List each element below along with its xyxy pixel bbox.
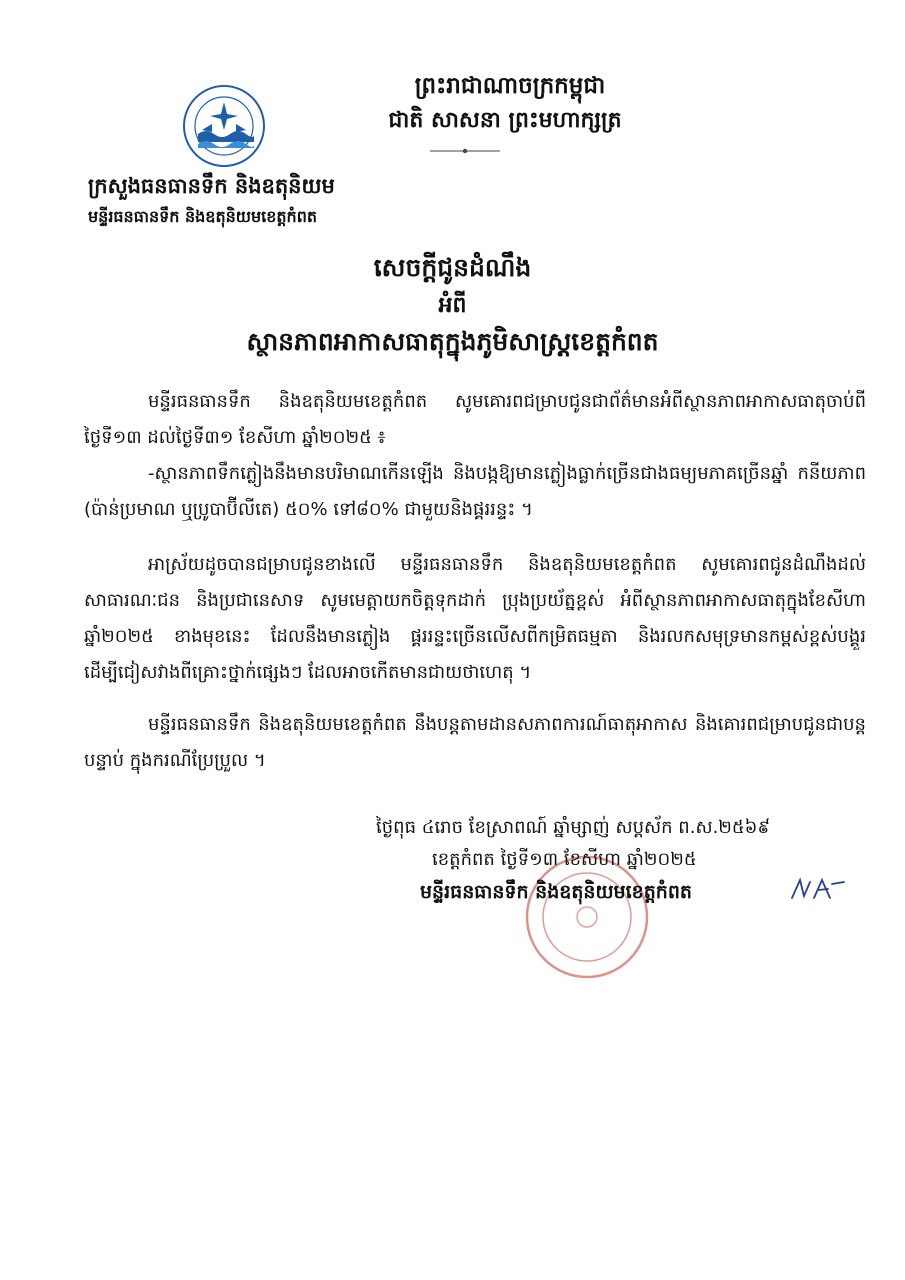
body-paragraph-rainfall: -ស្ថានភាពទឹកភ្លៀងនឹងមានបរិមាណកើនឡើង និងបង្កឱ្យមានភ្លៀងធ្លាក់ច្រើនជាងធម្យមភាគច្រើនឆ្នាំ កនីយភាព (ប៉ាន់ប្រមាណ ឬប្រូបាប៊ីលីតេ) ៥០% ទៅ៨០% ជាមួយនិងផ្គររន្ទះ ។ xyxy=(84,463,866,520)
body-paragraph-warning: អាស្រ័យដូចបានជម្រាបជូនខាងលើ មន្ទីរធនធានទឹក និងឧតុនិយមខេត្តកំពត សូមគោរពជូនដំណឹងដល់សាធារណៈជន និងប្រជានេសាទ សូមមេត្តាយកចិត្តទុកដាក់ ប្រុងប្រយ័ត្នខ្ពស់ អំពីស្ថានភាពអាកាសធាតុក្នុងខែសីហា ឆ្នាំ២០២៥ ខាងមុខនេះ ដែលនឹងមានភ្លៀង ផ្គររន្ទះច្រើនលើសពីកម្រិតធម្មតា និងរលកសមុទ្រមានកម្ពស់ខ្ពស់បង្គួរ ដើម្បីជៀសវាងពីគ្រោះថ្នាក់ផ្សេងៗ ដែលអាចកើតមានជាយថាហេតុ ។ xyxy=(84,554,866,683)
ministry-logo xyxy=(182,84,266,168)
notice-subtitle-about: អំពី xyxy=(438,293,467,318)
signing-department: មន្ទីរធនធានទឹក និងឧតុនិយមខេត្តកំពត xyxy=(420,881,692,903)
handwritten-signature xyxy=(788,876,848,904)
solar-date: ខេត្តកំពត ថ្ងៃទី១៣ ខែសីហា ឆ្នាំ២០២៥ xyxy=(432,849,697,870)
kingdom-title: ព្រះរាជាណាចក្រកម្ពុជា xyxy=(414,73,606,99)
department-name: មន្ទីរធនធានទឹក និងឧតុនិយមខេត្តកំពត xyxy=(88,207,318,226)
ornament-divider xyxy=(430,148,500,154)
body-paragraph-intro: មន្ទីរធនធានទឹក និងឧតុនិយមខេត្តកំពត សូមគោរពជម្រាបជូនជាព័ត៌មានអំពីស្ថានភាពអាកាសធាតុចាប់ពីថ្ងៃទី១៣ ដល់ថ្ងៃទី៣១ ខែសីហា ឆ្នាំ២០២៥ ៖ xyxy=(84,391,866,448)
national-motto: ជាតិ សាសនា ព្រះមហាក្សត្រ xyxy=(388,108,622,133)
notice-subject: ស្ថានភាពអាកាសធាតុក្នុងភូមិសាស្ត្រខេត្តកំពត xyxy=(246,327,659,356)
lunar-date: ថ្ងៃពុធ ៤រោច ខែស្រាពណ៍ ឆ្នាំម្សាញ់ សប្តស័ក ព.ស.២៥៦៩ xyxy=(376,817,771,838)
ministry-name: ក្រសួងធនធានទឹក និងឧតុនិយម xyxy=(88,174,335,198)
notice-title: សេចក្តីជូនដំណឹង xyxy=(373,253,532,282)
body-paragraph-followup: មន្ទីរធនធានទឹក និងឧតុនិយមខេត្តកំពត នឹងបន្តតាមដានសភាពការណ៍ធាតុអាកាស និងគោរពជម្រាបជូនជាបន្តបន្ទាប់ ក្នុងករណីប្រែប្រួល ។ xyxy=(84,714,866,771)
